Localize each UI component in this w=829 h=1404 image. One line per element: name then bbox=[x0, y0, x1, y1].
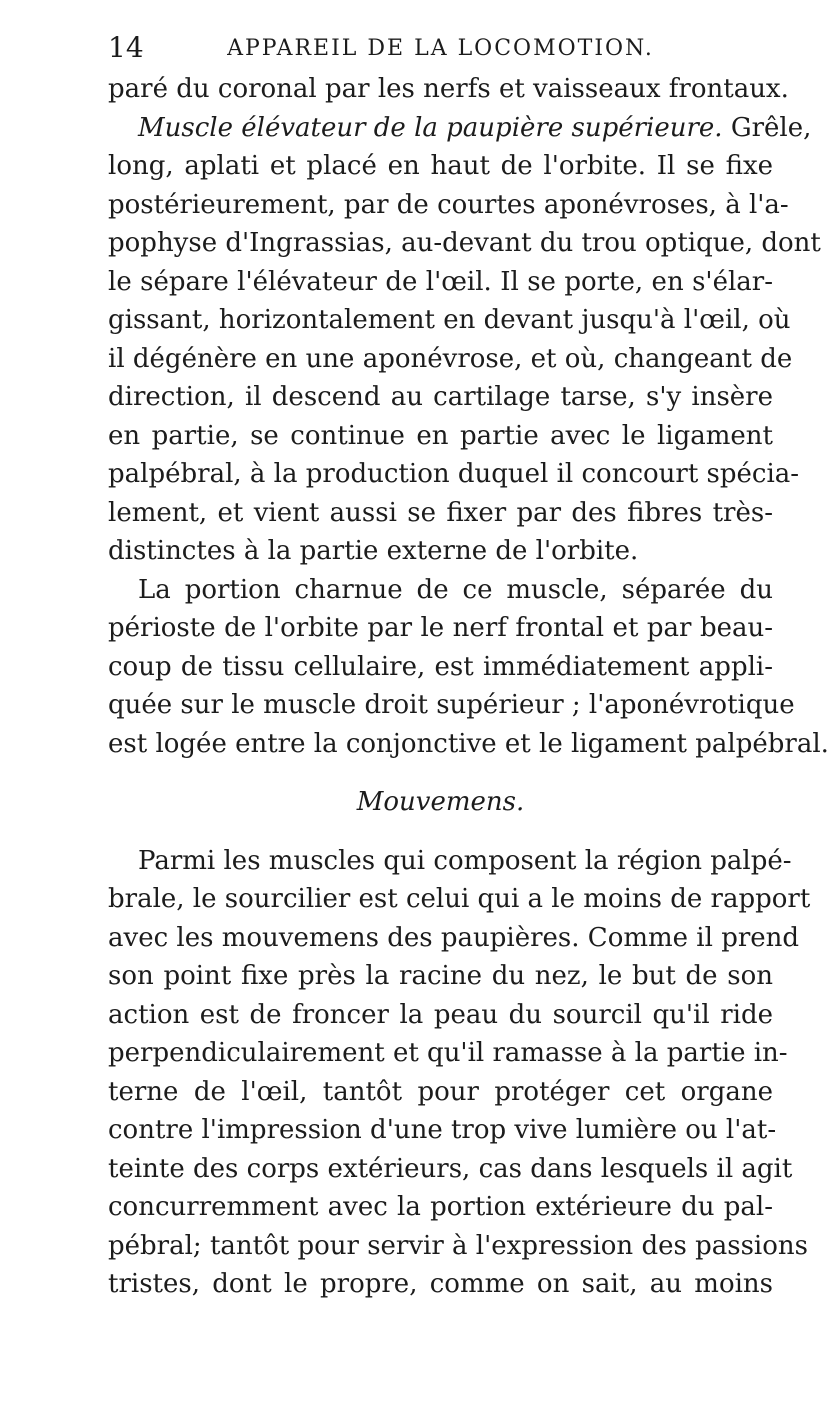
text-line: son point fixe près la racine du nez, le but de son bbox=[108, 961, 773, 991]
paragraph-continued bbox=[108, 70, 789, 109]
book-page bbox=[108, 30, 829, 1304]
text-line: lement, et vient aussi se fixer par des fibres très- bbox=[108, 497, 773, 528]
text-line: il dégénère en une aponévrose, et où, changeant de bbox=[108, 343, 793, 374]
text-line: pophyse d'Ingrassias, au-devant du trou optique, dont bbox=[108, 228, 821, 258]
text-line: Parmi les muscles qui composent la région palpé- bbox=[138, 845, 792, 876]
page-number: 14 bbox=[108, 31, 144, 64]
page-header bbox=[108, 30, 773, 70]
text-line: pébral; tantôt pour servir à l'expression des passions bbox=[108, 1230, 808, 1261]
text-line: paré du coronal par les nerfs et vaisseaux frontaux. bbox=[108, 74, 789, 104]
text-line: avec les mouvemens des paupières. Comme il prend bbox=[108, 922, 800, 953]
muscle-heading: Muscle élévateur de la paupière supérieure. bbox=[138, 112, 723, 143]
text-line: perpendiculairement et qu'il ramasse à la partie in- bbox=[108, 1038, 788, 1068]
heading-continuation: Grêle, bbox=[722, 112, 812, 143]
text-line: distinctes à la partie externe de l'orbite. bbox=[108, 536, 639, 566]
text-line: terne de l'œil, tantôt pour protéger cet organe bbox=[108, 1076, 773, 1107]
text-line: concurremment avec la portion extérieure du pal- bbox=[108, 1192, 773, 1222]
text-line: est logée entre la conjonctive et le ligament palpébral. bbox=[108, 728, 829, 759]
paragraph-portion-charnue bbox=[108, 571, 829, 764]
text-line: direction, il descend au cartilage tarse, s'y insère bbox=[108, 382, 773, 412]
text-line: long, aplati et placé en haut de l'orbite. Il se fixe bbox=[108, 151, 773, 181]
text-line: tristes, dont le propre, comme on sait, au moins bbox=[108, 1269, 773, 1299]
text-line: coup de tissu cellulaire, est immédiatement appli- bbox=[108, 651, 773, 682]
text-line: le sépare l'élévateur de l'œil. Il se porte, en s'élar- bbox=[108, 266, 773, 297]
text-line: périoste de l'orbite par le nerf frontal et par beau- bbox=[108, 613, 773, 643]
text-line: quée sur le muscle droit supérieur ; l'aponévrotique bbox=[108, 690, 795, 720]
text-line: postérieurement, par de courtes aponévroses, à l'a- bbox=[108, 189, 789, 220]
text-line: gissant, horizontalement en devant jusqu'à l'œil, où bbox=[108, 305, 791, 335]
text-line: contre l'impression d'une trop vive lumière ou l'at- bbox=[108, 1115, 777, 1145]
text-line: teinte des corps extérieurs, cas dans lesquels il agit bbox=[108, 1153, 793, 1184]
paragraph-mouvemens bbox=[108, 842, 811, 1304]
text-line: action est de froncer la peau du sourcil qu'il ride bbox=[108, 999, 773, 1030]
text-line: palpébral, à la production duquel il concourt spécia- bbox=[108, 459, 800, 489]
text-line bbox=[108, 109, 812, 148]
text-line: en partie, se continue en partie avec le ligament bbox=[108, 420, 773, 451]
section-title: Mouvemens. bbox=[356, 787, 525, 817]
text-line: brale, le sourcilier est celui qui a le moins de rapport bbox=[108, 884, 811, 914]
running-head: APPAREIL DE LA LOCOMOTION. bbox=[227, 36, 654, 61]
text-line: La portion charnue de ce muscle, séparée du bbox=[138, 574, 773, 605]
paragraph-muscle-elevateur bbox=[108, 109, 821, 571]
